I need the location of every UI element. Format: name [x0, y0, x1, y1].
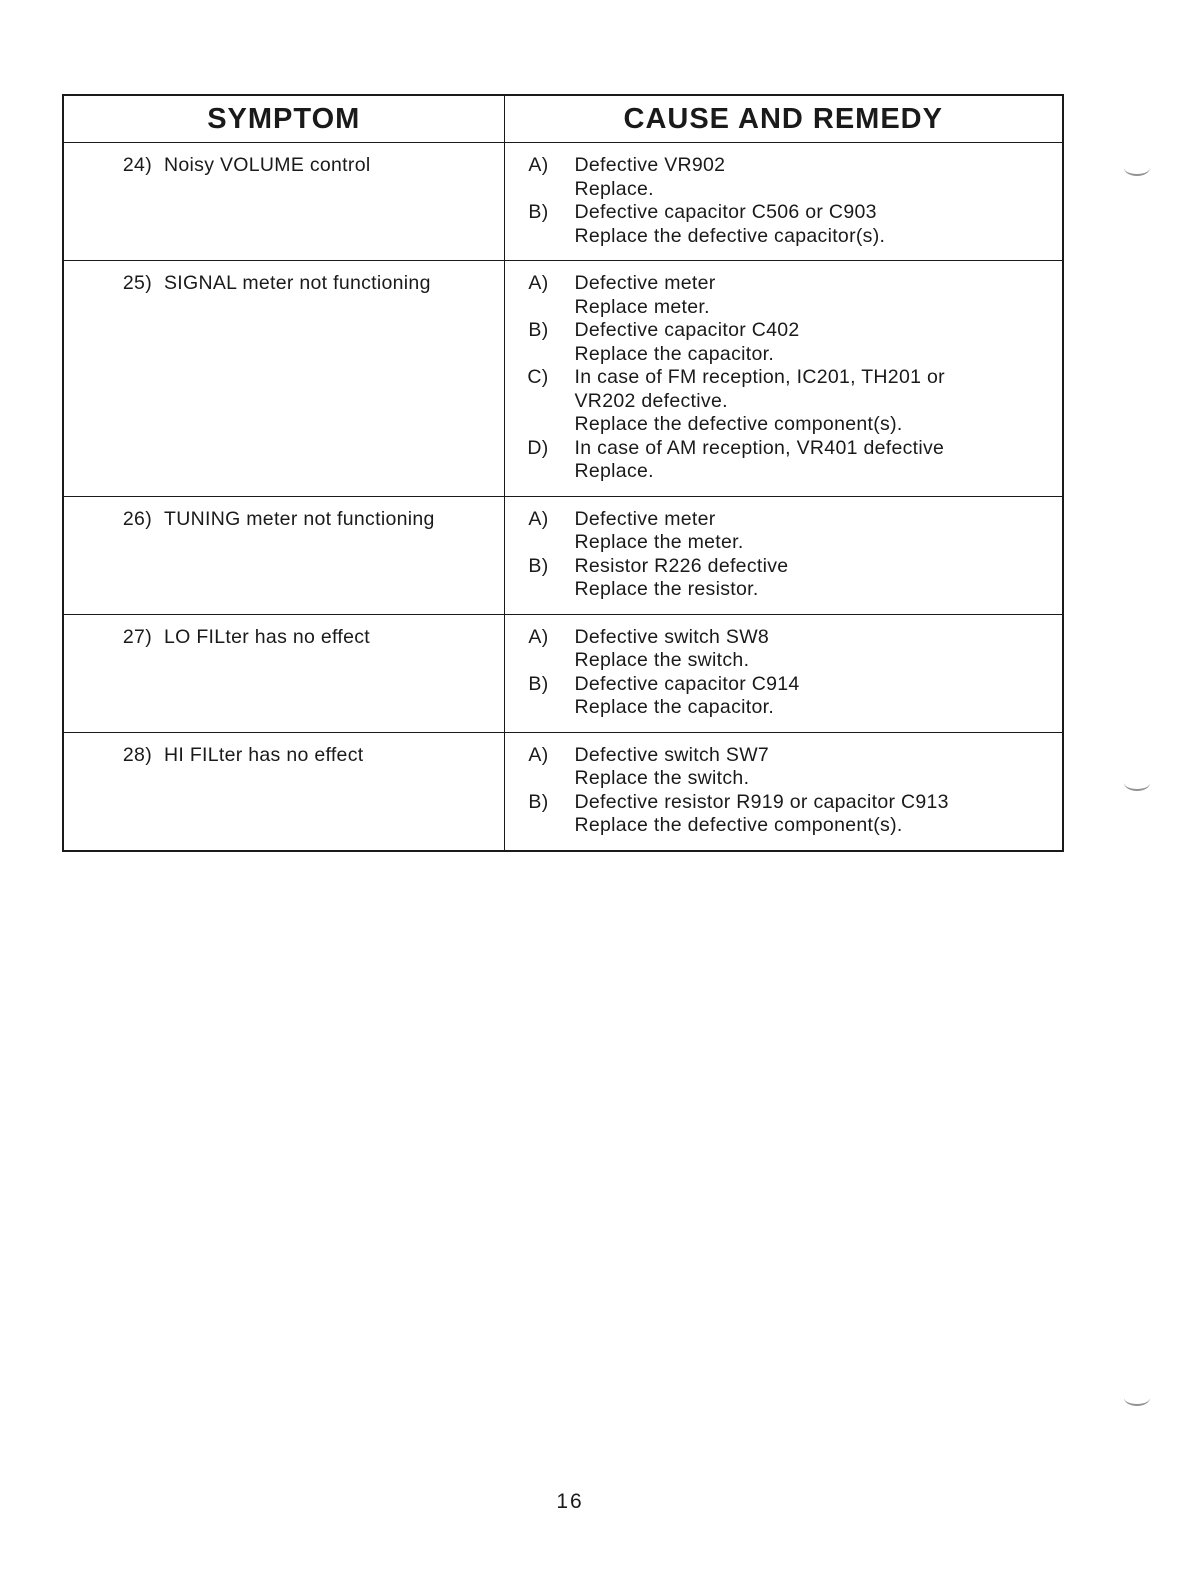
cause-remedy-cell	[504, 143, 1063, 261]
table-body	[63, 143, 1063, 851]
cause-text	[549, 744, 770, 791]
table-row	[63, 496, 1063, 614]
cause-line: Replace meter.	[574, 295, 710, 318]
cause-line: Replace the capacitor.	[574, 342, 775, 365]
cause-line: Defective VR902	[574, 154, 726, 176]
cause-line: Defective switch SW7	[574, 743, 770, 766]
cause-item	[505, 744, 1063, 791]
cause-item	[505, 555, 1063, 602]
cause-line: Replace the switch.	[574, 649, 750, 671]
symptom-text: LO FILter has no effect	[164, 625, 370, 648]
cause-line: Replace the resistor.	[574, 578, 759, 600]
cause-item	[505, 272, 1063, 319]
cause-letter: A)	[528, 272, 549, 294]
cause-letter: D)	[527, 436, 549, 459]
binder-hole-mark	[1124, 160, 1150, 176]
symptom-cell	[63, 143, 504, 261]
symptom-cell	[63, 614, 504, 732]
symptom-number: 27)	[122, 625, 152, 648]
cause-line: Defective meter	[574, 272, 716, 294]
cause-remedy-cell	[504, 732, 1063, 851]
cause-remedy-cell	[504, 614, 1063, 732]
table-row	[63, 143, 1063, 261]
symptom-line	[64, 626, 504, 650]
cause-line: Replace.	[574, 460, 654, 482]
cause-text	[549, 673, 800, 720]
cause-line: Replace.	[574, 177, 654, 200]
cause-letter: B)	[528, 554, 549, 577]
cause-line: Defective switch SW8	[574, 625, 770, 648]
cause-text	[549, 555, 789, 602]
table-row	[63, 614, 1063, 732]
cause-line: Replace the meter.	[574, 531, 744, 553]
cause-line: Defective capacitor C402	[574, 319, 800, 341]
table-row	[63, 732, 1063, 851]
symptom-header: SYMPTOM	[63, 95, 504, 143]
cause-item	[505, 673, 1063, 720]
cause-letter: B)	[528, 319, 549, 341]
cause-line: Defective capacitor C914	[574, 672, 800, 695]
cause-item	[505, 154, 1063, 201]
cause-text	[549, 201, 886, 248]
cause-letter: B)	[528, 790, 549, 813]
cause-text	[549, 154, 726, 201]
symptom-text: Noisy VOLUME control	[164, 154, 371, 176]
cause-line: Replace the defective component(s).	[574, 814, 903, 836]
cause-remedy-cell	[504, 496, 1063, 614]
cause-item	[505, 508, 1063, 555]
cause-letter: B)	[528, 201, 549, 223]
page-number: 16	[556, 1490, 584, 1513]
symptom-number: 24)	[122, 154, 152, 176]
cause-letter: A)	[528, 625, 549, 648]
symptom-cell	[63, 732, 504, 851]
symptom-number: 26)	[122, 507, 152, 530]
cause-line: VR202 defective.	[574, 389, 728, 412]
cause-item	[505, 437, 1063, 484]
cause-line: Replace the defective component(s).	[574, 413, 903, 435]
cause-text	[549, 366, 945, 437]
cause-line: Resistor R226 defective	[574, 554, 789, 577]
symptom-text: TUNING meter not functioning	[164, 507, 435, 530]
cause-item	[505, 201, 1063, 248]
cause-line: Replace the capacitor.	[574, 696, 775, 718]
symptom-text: SIGNAL meter not functioning	[164, 272, 431, 294]
cause-line: Replace the defective capacitor(s).	[574, 224, 886, 247]
cause-text	[549, 437, 945, 484]
cause-letter: B)	[528, 672, 549, 695]
symptom-line	[64, 508, 504, 532]
cause-line: Defective capacitor C506 or C903	[574, 201, 877, 223]
cause-line: Defective meter	[574, 507, 716, 530]
cause-line: In case of FM reception, IC201, TH201 or	[574, 366, 945, 388]
symptom-line	[64, 272, 504, 296]
cause-line: In case of AM reception, VR401 defective	[574, 436, 945, 459]
cause-line: Replace the switch.	[574, 767, 750, 789]
cause-text	[549, 319, 800, 366]
cause-item	[505, 791, 1063, 838]
symptom-line	[64, 744, 504, 768]
cause-letter: A)	[528, 743, 549, 766]
binder-hole-mark	[1124, 775, 1150, 791]
cause-line: Defective resistor R919 or capacitor C913	[574, 790, 949, 813]
cause-remedy-cell	[504, 261, 1063, 497]
cause-item	[505, 366, 1063, 437]
symptom-line	[64, 154, 504, 178]
symptom-number: 28)	[122, 743, 152, 766]
cause-letter: C)	[527, 366, 549, 388]
binder-hole-mark	[1124, 1390, 1150, 1406]
troubleshooting-table	[62, 94, 1064, 852]
symptom-cell	[63, 261, 504, 497]
cause-text	[549, 508, 744, 555]
cause-text	[549, 272, 716, 319]
table-row	[63, 261, 1063, 497]
cause-text	[549, 791, 949, 838]
cause-remedy-header: CAUSE AND REMEDY	[504, 95, 1063, 143]
cause-text	[549, 626, 770, 673]
cause-letter: A)	[528, 507, 549, 530]
cause-item	[505, 319, 1063, 366]
table-header-row	[63, 95, 1063, 143]
symptom-cell	[63, 496, 504, 614]
cause-letter: A)	[528, 154, 549, 176]
cause-item	[505, 626, 1063, 673]
symptom-number: 25)	[122, 272, 152, 294]
symptom-text: HI FILter has no effect	[164, 743, 364, 766]
